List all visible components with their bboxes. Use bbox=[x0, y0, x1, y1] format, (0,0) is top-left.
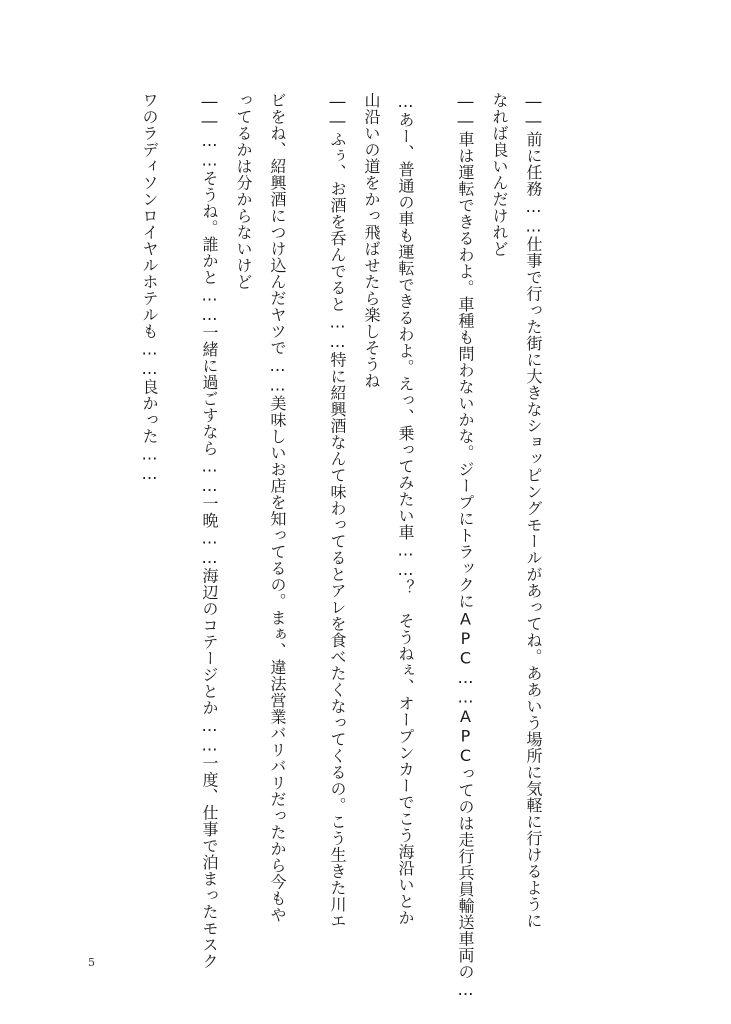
text-column-1: ――前に任務……仕事で行った街に大きなショッピングモールがあってね。ああいう場所に気軽に行けるように bbox=[524, 92, 543, 929]
text-column-6: ――ふぅ、お酒を呑んでると……特に紹興酒なんて味わってるとアレを食べたくなってくるの。こう生きた川エ bbox=[328, 92, 347, 929]
text-column-7: ビをね、紹興酒につけ込んだヤツで……美味しいお店を知ってるの。まぁ、違法営業バリバリだったから今もや bbox=[268, 92, 287, 923]
text-column-3: ――車は運転できるわよ。車種も問わないかな。ジープにトラックにAPC……APCってのは走行兵員輸送車両の… bbox=[456, 92, 475, 1000]
text-column-10: ワのラディソンロイヤルホテルも……良かった…… bbox=[140, 92, 159, 484]
page-number: 5 bbox=[88, 956, 95, 969]
vertical-text-block bbox=[123, 92, 543, 1000]
text-column-2: なれば良いんだけれど bbox=[490, 92, 509, 257]
text-column-5: 山沿いの道をかっ飛ばせたら楽しそうね bbox=[362, 92, 381, 389]
text-column-8: ってるかは分からないけど bbox=[234, 92, 253, 290]
text-column-4: …あー、普通の車も運転できるわよ。えっ、乗ってみたい車……？ そうねぇ、オープンカーでこう海沿いとか bbox=[396, 92, 415, 926]
text-column-9: ――……そうね。誰かと……一緒に過ごすなら……一晩……海辺のコテージとか……一度、仕事で泊まったモスク bbox=[200, 92, 219, 970]
